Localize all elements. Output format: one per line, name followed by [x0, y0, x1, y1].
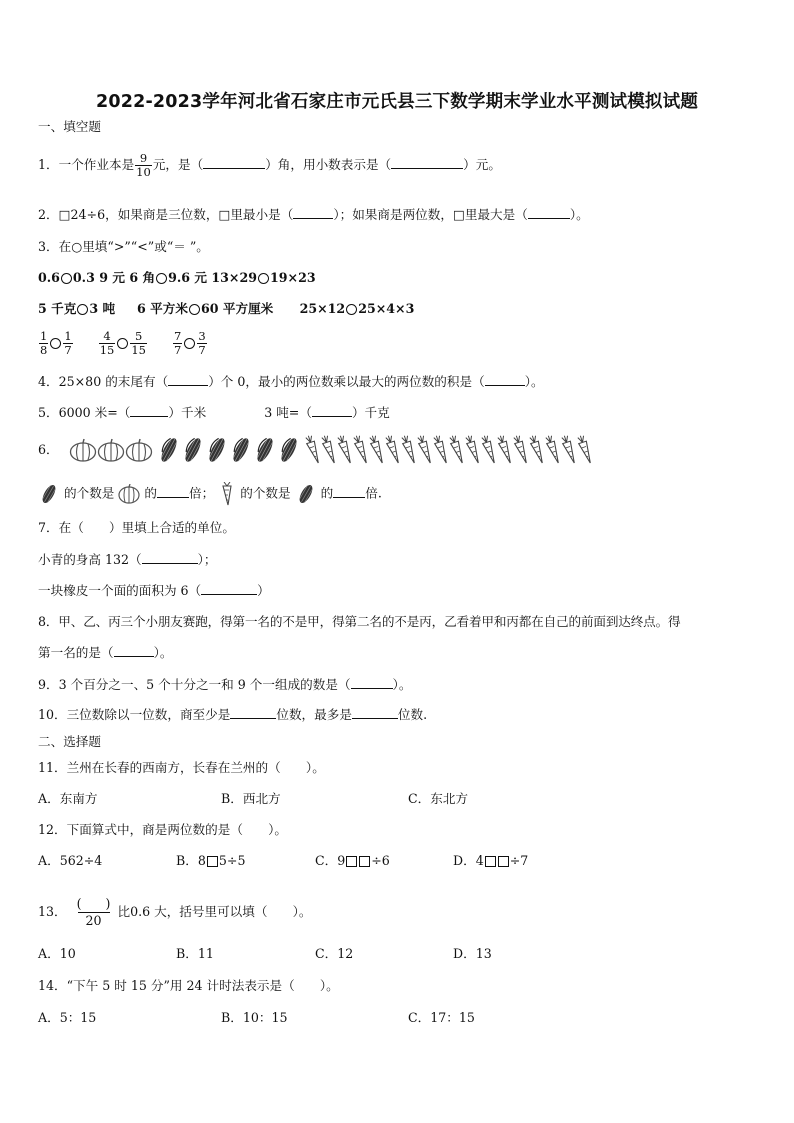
pumpkin-icon: [97, 438, 125, 462]
digit-box: [207, 856, 218, 867]
digit-box: [498, 856, 509, 867]
q1-denominator: 10: [136, 165, 151, 179]
q13-fraction: [73, 896, 115, 929]
corn-icon: [295, 483, 317, 505]
q6-text-4: 的个数是: [240, 485, 291, 501]
q9-text-2: ）。: [392, 677, 412, 692]
q1-middle: 元，是（: [152, 157, 204, 172]
digit-box: [359, 856, 370, 867]
question-11-stem: 11．兰州在长春的西南方，长春在兰州的（ ）。: [38, 760, 325, 775]
q13-option-c[interactable]: C．12: [315, 946, 354, 961]
q3-frac-2a: $\frac{4}{15}$: [99, 329, 115, 357]
q5-text-1: 5．6000 米=（: [38, 405, 131, 420]
question-2: [38, 206, 589, 224]
corn-icon: [229, 435, 253, 465]
pumpkin-icon: [125, 438, 153, 462]
carrot-icon: [497, 434, 513, 466]
carrot-icon: [529, 434, 545, 466]
q6-label: 6．: [38, 442, 59, 457]
q1-prefix: 1．一个作业本是: [38, 157, 135, 172]
q14-option-c[interactable]: C．17：15: [408, 1010, 475, 1025]
q2-text-1: 2．□24÷6，如果商是三位数，□里最小是（: [38, 207, 294, 222]
carrot-icon: [433, 434, 449, 466]
q3-r2-d: 60 平方厘米: [200, 301, 274, 316]
q3-frac-3b: $\frac{3}{7}$: [198, 329, 206, 357]
q11-option-b[interactable]: B．西北方: [221, 791, 281, 806]
q3-r2-c: 6 平方米: [137, 301, 188, 316]
q1-answer-blank-1[interactable]: [203, 156, 265, 169]
q6-answer-blank-1[interactable]: [157, 485, 189, 498]
q13-text: 比0.6 大，括号里可以填（ ）。: [117, 904, 312, 919]
digit-box: [485, 856, 496, 867]
q3-r2-e: 25×12: [299, 301, 346, 316]
carrot-icon: [545, 434, 561, 466]
carrot-icon: [417, 434, 433, 466]
q1-suffix: ）元。: [463, 157, 501, 172]
q1-numerator: 9: [139, 151, 148, 165]
q11-option-c[interactable]: C．东北方: [408, 791, 469, 806]
q13-option-a[interactable]: A．10: [38, 946, 76, 961]
q6-answer-blank-2[interactable]: [333, 485, 365, 498]
q7-answer-blank-2[interactable]: [201, 582, 257, 595]
question-7-a: [38, 551, 217, 569]
q10-text-3: 位数.: [397, 707, 428, 722]
q3-r1-b: 0.3: [72, 270, 95, 285]
q4-answer-blank-2[interactable]: [485, 373, 525, 386]
pumpkin-icon: [118, 484, 140, 504]
carrot-icon: [321, 434, 337, 466]
question-7-b: [38, 582, 270, 600]
corn-icon: [157, 435, 181, 465]
compare-circle[interactable]: [77, 304, 88, 315]
q3-r2-a: 5 千克: [38, 301, 77, 316]
question-1: [38, 152, 501, 179]
q11-option-a[interactable]: A．东南方: [38, 791, 98, 806]
q12-option-d[interactable]: D．4 ÷7: [453, 853, 529, 868]
q7-answer-blank-1[interactable]: [142, 551, 198, 564]
q14-option-b[interactable]: B．10：15: [221, 1010, 288, 1025]
q10-text-2: 位数，最多是: [276, 707, 352, 722]
q13-option-d[interactable]: D．13: [453, 946, 492, 961]
q1-answer-blank-2[interactable]: [391, 156, 463, 169]
q2-text-2: ）；如果商是两位数，□里最大是（: [333, 207, 528, 222]
corn-icon: [181, 435, 205, 465]
q5-answer-blank-2[interactable]: [312, 404, 352, 417]
q6-text-5: 的: [320, 485, 334, 501]
q4-text-1: 4．25×80 的末尾有（: [38, 374, 169, 389]
q10-text-1: 10．三位数除以一位数，商至少是: [38, 707, 231, 722]
carrot-icon: [513, 434, 529, 466]
question-10: [38, 706, 427, 724]
question-9: [38, 676, 411, 694]
q6-text-6: 倍.: [365, 485, 382, 501]
corn-group: [157, 435, 301, 465]
q1-middle-2: ）角，用小数表示是（: [265, 157, 392, 172]
q5-answer-blank-1[interactable]: [130, 404, 168, 417]
pumpkin-icon: [69, 438, 97, 462]
page-title: 2022-2023学年河北省石家庄市元氏县三下数学期末学业水平测试模拟试题: [95, 92, 699, 112]
carrot-icon: [449, 434, 465, 466]
corn-icon: [277, 435, 301, 465]
question-3-stem: 3．在○里填“>”“<”或“＝ ”。: [38, 239, 209, 254]
carrot-icon: [218, 482, 236, 506]
q7-a-text-2: ）；: [197, 552, 217, 567]
q2-text-3: ）。: [569, 207, 589, 222]
carrot-group: [305, 434, 593, 466]
q4-answer-blank-1[interactable]: [168, 373, 208, 386]
question-4: [38, 373, 544, 391]
question-6-line-2: [38, 482, 382, 506]
carrot-icon: [385, 434, 401, 466]
section-choice-heading: 二、选择题: [38, 734, 101, 749]
compare-circle[interactable]: [50, 338, 61, 349]
q13-denominator: 20: [78, 912, 110, 929]
q6-text-1: 的个数是: [64, 485, 115, 501]
q5-text-3: 3 吨=（: [264, 405, 312, 420]
corn-icon: [38, 483, 60, 505]
question-8-line-2: [38, 644, 172, 662]
q7-a-text-1: 小青的身高 132（: [38, 552, 142, 567]
carrot-icon: [305, 434, 321, 466]
question-3-row-3: [38, 330, 208, 357]
q13-label: 13．: [38, 904, 67, 919]
question-6-pictures: [38, 434, 593, 466]
compare-circle[interactable]: [156, 273, 167, 284]
compare-circle[interactable]: [184, 338, 195, 349]
q6-text-2: 的: [144, 485, 158, 501]
q9-text-1: 9．3 个百分之一、5 个十分之一和 9 个一组成的数是（: [38, 677, 351, 692]
q10-answer-blank-2[interactable]: [352, 706, 398, 719]
compare-circle[interactable]: [189, 304, 200, 315]
carrot-icon: [369, 434, 385, 466]
q8-answer-blank[interactable]: [114, 644, 154, 657]
digit-box: [346, 856, 357, 867]
q8-text-1: 第一名的是（: [38, 645, 114, 660]
q8-text-2: ）。: [153, 645, 173, 660]
q3-r2-f: 25×4×3: [358, 301, 415, 316]
q3-frac-2b: $\frac{5}{15}$: [131, 329, 146, 357]
question-12-stem: 12．下面算式中，商是两位数的是（ ）。: [38, 822, 288, 837]
q9-answer-blank[interactable]: [351, 676, 393, 689]
carrot-icon: [577, 434, 593, 466]
carrot-icon: [465, 434, 481, 466]
carrot-icon: [401, 434, 417, 466]
q13-option-b[interactable]: B．11: [176, 946, 214, 961]
q3-r1-a: 0.6: [38, 270, 60, 285]
q14-option-a[interactable]: A．5：15: [38, 1010, 97, 1025]
pumpkin-group: [69, 438, 153, 462]
q2-answer-blank-2[interactable]: [528, 206, 570, 219]
section-fill-blank-heading: 一、填空题: [38, 119, 101, 134]
q3-frac-1b: $\frac{1}{7}$: [64, 329, 72, 357]
q3-r1-f: 19×23: [270, 270, 316, 285]
question-3-row-2: [38, 300, 414, 318]
question-5: [38, 404, 390, 422]
q3-r1-d: 9.6 元: [168, 270, 207, 285]
q3-r1-c: 9 元 6 角: [99, 270, 156, 285]
carrot-icon: [353, 434, 369, 466]
q12-option-b[interactable]: B．8 5÷5: [176, 853, 246, 868]
compare-circle[interactable]: [61, 273, 72, 284]
question-14-stem: 14．“下午 5 时 15 分”用 24 计时法表示是（ ）。: [38, 978, 339, 993]
q6-text-3: 倍；: [189, 485, 215, 501]
question-13-stem: [38, 893, 312, 931]
question-3-row-1: [38, 269, 316, 287]
q3-r1-e: 13×29: [211, 270, 257, 285]
q7-b-text-1: 一块橡皮一个面的面积为 6（: [38, 583, 202, 598]
compare-circle[interactable]: [346, 304, 357, 315]
q3-frac-1a: $\frac{1}{8}$: [40, 329, 48, 357]
carrot-icon: [337, 434, 353, 466]
q13-numerator-blank[interactable]: ( ): [76, 895, 111, 911]
carrot-icon: [561, 434, 577, 466]
corn-icon: [253, 435, 277, 465]
q2-answer-blank-1[interactable]: [293, 206, 333, 219]
q3-r2-b: 3 吨: [89, 301, 116, 316]
q10-answer-blank-1[interactable]: [230, 706, 276, 719]
question-7-stem: 7．在（ ）里填上合适的单位。: [38, 520, 235, 535]
q5-text-2: ）千米: [168, 405, 207, 420]
q5-text-4: ）千克: [351, 405, 390, 420]
question-8-line-1: 8．甲、乙、丙三个小朋友赛跑，得第一名的不是甲，得第二名的不是丙，乙看着甲和丙都在自己的前面到达终点。得: [38, 614, 681, 629]
compare-circle[interactable]: [258, 273, 269, 284]
q4-text-3: ）。: [524, 374, 544, 389]
q3-frac-3a: $\frac{7}{7}$: [174, 329, 182, 357]
q7-b-text-2: ）: [257, 583, 270, 598]
carrot-icon: [481, 434, 497, 466]
compare-circle[interactable]: [117, 338, 128, 349]
corn-icon: [205, 435, 229, 465]
q1-fraction: [135, 152, 152, 179]
q4-text-2: ）个 0，最小的两位数乘以最大的两位数的积是（: [208, 374, 485, 389]
q12-option-c[interactable]: C．9 ÷6: [315, 853, 390, 868]
q12-option-a[interactable]: A．562÷4: [38, 853, 103, 868]
